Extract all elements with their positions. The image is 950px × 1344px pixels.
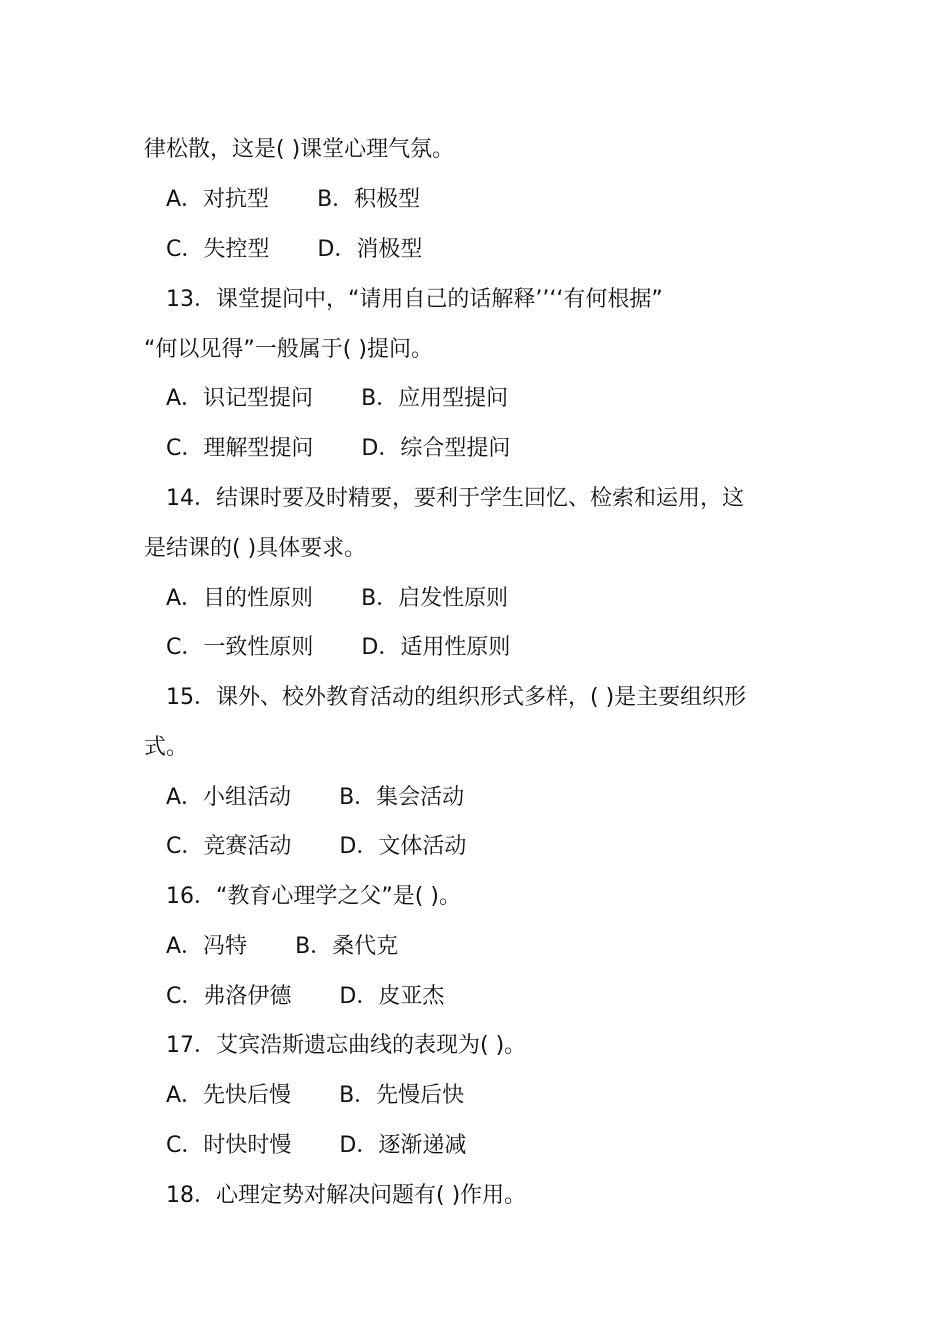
option-a: A．对抗型 (166, 187, 270, 212)
option-c: C．理解型提问 (166, 436, 314, 461)
question-15-stem (166, 683, 746, 713)
option-b: B．启发性原则 (361, 586, 509, 611)
option-b: B．桑代克 (295, 934, 399, 959)
option-a: A．冯特 (166, 934, 248, 959)
option-c: C．竞赛活动 (166, 834, 292, 859)
option-b: B．积极型 (317, 187, 421, 212)
text-span: 是结课的( )具体要求。 (144, 536, 367, 561)
question-text-line (144, 534, 366, 564)
option-a: A．识记型提问 (166, 386, 314, 411)
option-b: B．集会活动 (339, 785, 465, 810)
text-span: 律松散，这是( )课堂心理气氛。 (144, 137, 455, 162)
text-span: 14．结课时要及时精要，要利于学生回忆、检索和运用，这 (166, 486, 744, 511)
option-c: C．弗洛伊德 (166, 984, 292, 1009)
question-13-stem (166, 285, 663, 315)
option-row (166, 584, 508, 614)
option-c: C．失控型 (166, 237, 270, 262)
option-b: B．应用型提问 (361, 386, 509, 411)
question-17-stem (166, 1031, 526, 1061)
question-text-line (144, 733, 188, 763)
option-a: A．先快后慢 (166, 1083, 292, 1108)
option-b: B．先慢后快 (339, 1083, 465, 1108)
question-text-line (144, 135, 454, 165)
question-16-stem (166, 882, 461, 912)
question-text-line (144, 335, 433, 365)
option-d: D．消极型 (317, 237, 423, 262)
option-c: C．一致性原则 (166, 635, 314, 660)
text-span: “何以见得”一般属于( )提问。 (144, 337, 433, 362)
option-row (166, 783, 464, 813)
option-row (166, 384, 508, 414)
option-d: D．文体活动 (339, 834, 467, 859)
text-span: 18．心理定势对解决问题有( )作用。 (166, 1183, 527, 1208)
question-14-stem (166, 484, 744, 514)
option-d: D．皮亚杰 (339, 984, 445, 1009)
option-row (166, 633, 510, 663)
option-row (166, 235, 422, 265)
option-c: C．时快时慢 (166, 1133, 292, 1158)
option-row (166, 982, 444, 1012)
option-row (166, 832, 466, 862)
option-a: A．小组活动 (166, 785, 292, 810)
option-row (166, 434, 510, 464)
option-row (166, 185, 420, 215)
option-row (166, 932, 398, 962)
option-row (166, 1131, 466, 1161)
option-d: D．综合型提问 (361, 436, 511, 461)
option-d: D．适用性原则 (361, 635, 511, 660)
text-span: 15．课外、校外教育活动的组织形式多样，( )是主要组织形 (166, 685, 747, 710)
option-d: D．逐渐递减 (339, 1133, 467, 1158)
text-span: 13．课堂提问中，“请用自己的话解释’’‘‘有何根据” (166, 287, 663, 312)
text-span: 17．艾宾浩斯遗忘曲线的表现为( )。 (166, 1033, 527, 1058)
option-a: A．目的性原则 (166, 586, 314, 611)
text-span: 式。 (144, 735, 189, 760)
text-span: 16．“教育心理学之父”是( )。 (166, 884, 461, 909)
option-row (166, 1081, 464, 1111)
question-18-stem (166, 1181, 526, 1211)
